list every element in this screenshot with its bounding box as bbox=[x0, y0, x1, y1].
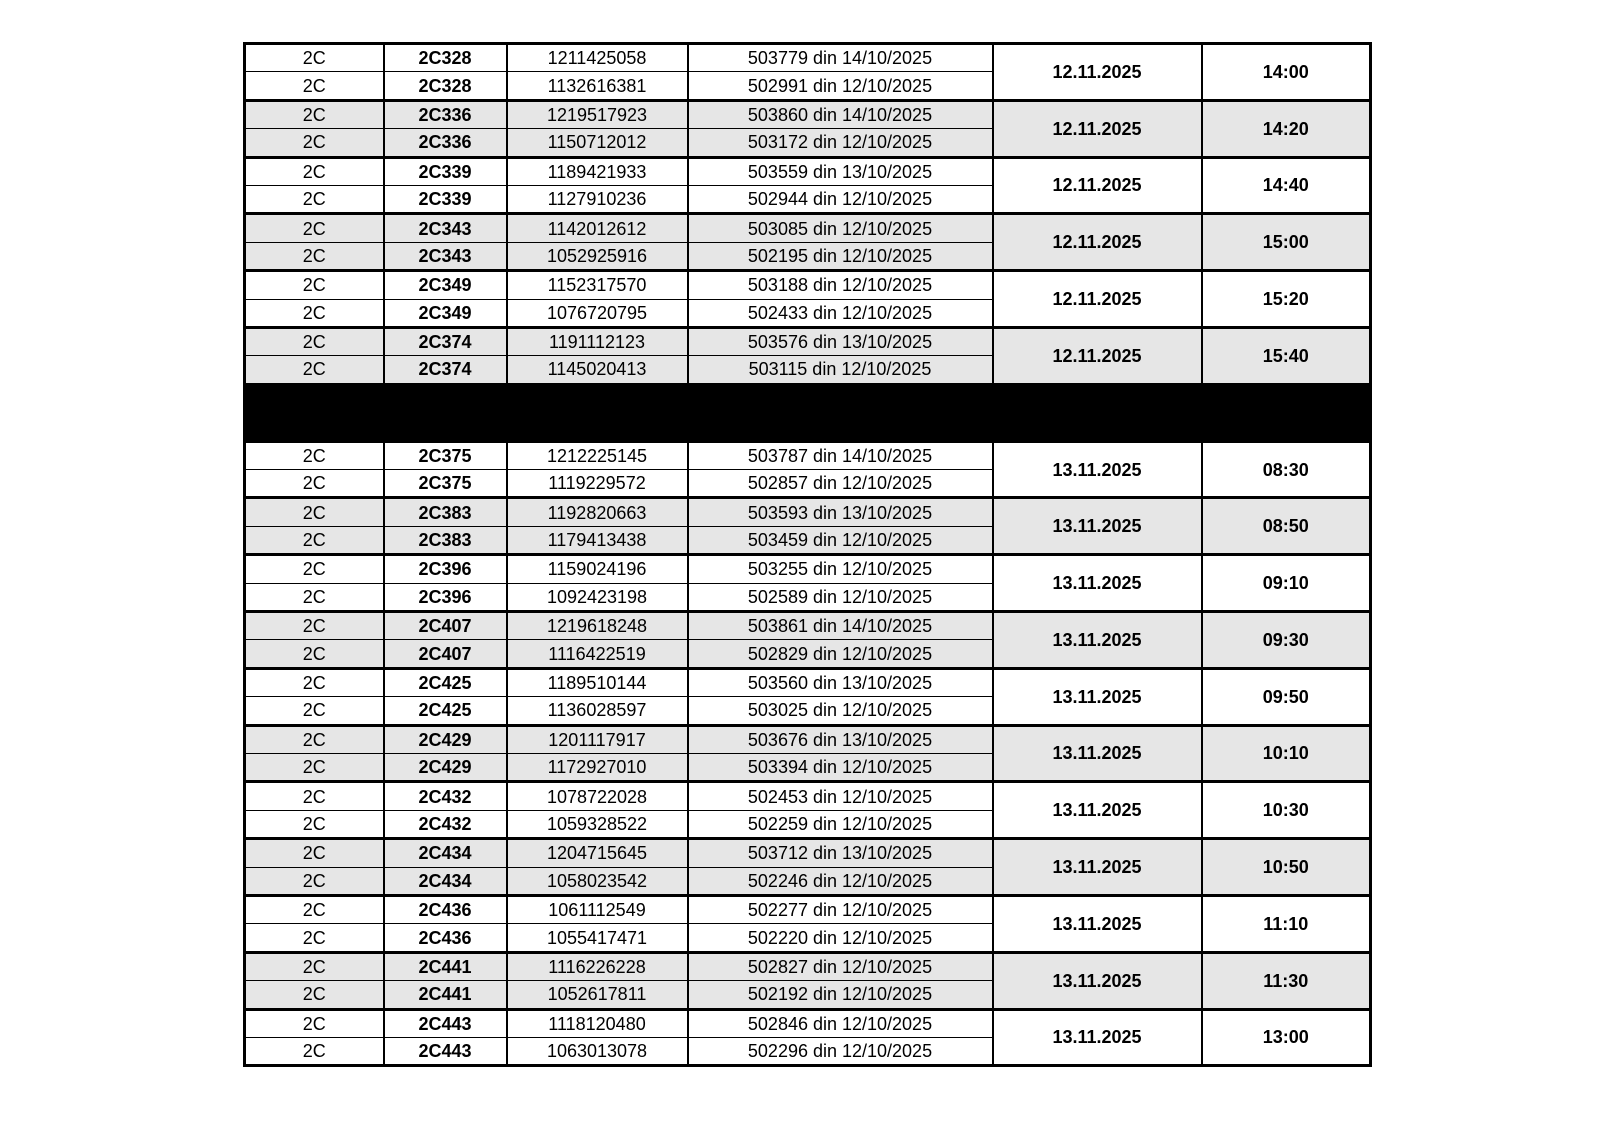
id-number-cell: 1058023542 bbox=[507, 867, 688, 895]
registration-ref-cell: 502220 din 12/10/2025 bbox=[688, 924, 993, 952]
table-row bbox=[245, 44, 1371, 72]
code-cell: 2C429 bbox=[384, 753, 507, 781]
id-number-cell: 1052925916 bbox=[507, 242, 688, 270]
table-row bbox=[245, 441, 1371, 469]
time-cell: 10:10 bbox=[1202, 725, 1371, 782]
schedule-body bbox=[245, 44, 1371, 1066]
code-cell: 2C396 bbox=[384, 555, 507, 583]
registration-ref-cell: 502827 din 12/10/2025 bbox=[688, 952, 993, 980]
registration-ref-cell: 503172 din 12/10/2025 bbox=[688, 129, 993, 157]
registration-ref-cell: 502589 din 12/10/2025 bbox=[688, 583, 993, 611]
date-cell: 13.11.2025 bbox=[993, 1009, 1202, 1066]
code-cell: 2C436 bbox=[384, 895, 507, 923]
code-cell: 2C383 bbox=[384, 498, 507, 526]
code-cell: 2C375 bbox=[384, 441, 507, 469]
table-row bbox=[245, 214, 1371, 242]
registration-ref-cell: 503394 din 12/10/2025 bbox=[688, 753, 993, 781]
registration-ref-cell: 502944 din 12/10/2025 bbox=[688, 185, 993, 213]
code-cell: 2C349 bbox=[384, 271, 507, 299]
date-cell: 13.11.2025 bbox=[993, 612, 1202, 669]
date-cell: 12.11.2025 bbox=[993, 214, 1202, 271]
table-row bbox=[245, 782, 1371, 810]
date-cell: 12.11.2025 bbox=[993, 271, 1202, 328]
table-row bbox=[245, 612, 1371, 640]
class-cell: 2C bbox=[245, 470, 384, 498]
registration-ref-cell: 502991 din 12/10/2025 bbox=[688, 72, 993, 100]
id-number-cell: 1172927010 bbox=[507, 753, 688, 781]
registration-ref-cell: 502246 din 12/10/2025 bbox=[688, 867, 993, 895]
class-cell: 2C bbox=[245, 100, 384, 128]
table-row bbox=[245, 498, 1371, 526]
id-number-cell: 1201117917 bbox=[507, 725, 688, 753]
id-number-cell: 1119229572 bbox=[507, 470, 688, 498]
registration-ref-cell: 503085 din 12/10/2025 bbox=[688, 214, 993, 242]
registration-ref-cell: 503025 din 12/10/2025 bbox=[688, 697, 993, 725]
table-row bbox=[245, 952, 1371, 980]
registration-ref-cell: 503787 din 14/10/2025 bbox=[688, 441, 993, 469]
class-cell: 2C bbox=[245, 952, 384, 980]
id-number-cell: 1078722028 bbox=[507, 782, 688, 810]
id-number-cell: 1136028597 bbox=[507, 697, 688, 725]
code-cell: 2C328 bbox=[384, 44, 507, 72]
schedule-table bbox=[243, 42, 1372, 1067]
registration-ref-cell: 502192 din 12/10/2025 bbox=[688, 981, 993, 1009]
code-cell: 2C432 bbox=[384, 782, 507, 810]
table-row bbox=[245, 327, 1371, 355]
time-cell: 09:50 bbox=[1202, 668, 1371, 725]
class-cell: 2C bbox=[245, 753, 384, 781]
date-cell: 13.11.2025 bbox=[993, 839, 1202, 896]
id-number-cell: 1219618248 bbox=[507, 612, 688, 640]
class-cell: 2C bbox=[245, 44, 384, 72]
class-cell: 2C bbox=[245, 810, 384, 838]
id-number-cell: 1061112549 bbox=[507, 895, 688, 923]
registration-ref-cell: 503779 din 14/10/2025 bbox=[688, 44, 993, 72]
id-number-cell: 1189421933 bbox=[507, 157, 688, 185]
date-cell: 13.11.2025 bbox=[993, 952, 1202, 1009]
class-cell: 2C bbox=[245, 327, 384, 355]
id-number-cell: 1092423198 bbox=[507, 583, 688, 611]
class-cell: 2C bbox=[245, 981, 384, 1009]
class-cell: 2C bbox=[245, 924, 384, 952]
code-cell: 2C432 bbox=[384, 810, 507, 838]
id-number-cell: 1127910236 bbox=[507, 185, 688, 213]
time-cell: 13:00 bbox=[1202, 1009, 1371, 1066]
time-cell: 11:10 bbox=[1202, 895, 1371, 952]
id-number-cell: 1052617811 bbox=[507, 981, 688, 1009]
code-cell: 2C429 bbox=[384, 725, 507, 753]
id-number-cell: 1118120480 bbox=[507, 1009, 688, 1037]
id-number-cell: 1179413438 bbox=[507, 526, 688, 554]
code-cell: 2C443 bbox=[384, 1037, 507, 1065]
table-row bbox=[245, 100, 1371, 128]
code-cell: 2C336 bbox=[384, 129, 507, 157]
date-cell: 13.11.2025 bbox=[993, 555, 1202, 612]
registration-ref-cell: 503115 din 12/10/2025 bbox=[688, 356, 993, 384]
date-cell: 13.11.2025 bbox=[993, 895, 1202, 952]
date-cell: 13.11.2025 bbox=[993, 782, 1202, 839]
code-cell: 2C349 bbox=[384, 299, 507, 327]
class-cell: 2C bbox=[245, 214, 384, 242]
schedule-sheet bbox=[243, 42, 1369, 1067]
code-cell: 2C425 bbox=[384, 668, 507, 696]
id-number-cell: 1059328522 bbox=[507, 810, 688, 838]
table-row bbox=[245, 271, 1371, 299]
class-cell: 2C bbox=[245, 157, 384, 185]
id-number-cell: 1116422519 bbox=[507, 640, 688, 668]
code-cell: 2C441 bbox=[384, 952, 507, 980]
day-separator-bar bbox=[245, 384, 1371, 441]
registration-ref-cell: 503860 din 14/10/2025 bbox=[688, 100, 993, 128]
date-cell: 12.11.2025 bbox=[993, 44, 1202, 101]
code-cell: 2C434 bbox=[384, 867, 507, 895]
id-number-cell: 1212225145 bbox=[507, 441, 688, 469]
id-number-cell: 1076720795 bbox=[507, 299, 688, 327]
date-cell: 12.11.2025 bbox=[993, 157, 1202, 214]
time-cell: 09:10 bbox=[1202, 555, 1371, 612]
id-number-cell: 1189510144 bbox=[507, 668, 688, 696]
class-cell: 2C bbox=[245, 72, 384, 100]
time-cell: 10:30 bbox=[1202, 782, 1371, 839]
class-cell: 2C bbox=[245, 697, 384, 725]
date-cell: 13.11.2025 bbox=[993, 725, 1202, 782]
code-cell: 2C328 bbox=[384, 72, 507, 100]
class-cell: 2C bbox=[245, 299, 384, 327]
registration-ref-cell: 502829 din 12/10/2025 bbox=[688, 640, 993, 668]
id-number-cell: 1159024196 bbox=[507, 555, 688, 583]
id-number-cell: 1055417471 bbox=[507, 924, 688, 952]
time-cell: 09:30 bbox=[1202, 612, 1371, 669]
class-cell: 2C bbox=[245, 1037, 384, 1065]
registration-ref-cell: 502296 din 12/10/2025 bbox=[688, 1037, 993, 1065]
id-number-cell: 1145020413 bbox=[507, 356, 688, 384]
registration-ref-cell: 503861 din 14/10/2025 bbox=[688, 612, 993, 640]
id-number-cell: 1132616381 bbox=[507, 72, 688, 100]
class-cell: 2C bbox=[245, 555, 384, 583]
registration-ref-cell: 502259 din 12/10/2025 bbox=[688, 810, 993, 838]
code-cell: 2C343 bbox=[384, 214, 507, 242]
code-cell: 2C434 bbox=[384, 839, 507, 867]
table-row bbox=[245, 725, 1371, 753]
registration-ref-cell: 503712 din 13/10/2025 bbox=[688, 839, 993, 867]
class-cell: 2C bbox=[245, 725, 384, 753]
table-row bbox=[245, 668, 1371, 696]
registration-ref-cell: 503188 din 12/10/2025 bbox=[688, 271, 993, 299]
code-cell: 2C436 bbox=[384, 924, 507, 952]
id-number-cell: 1142012612 bbox=[507, 214, 688, 242]
separator-fill bbox=[245, 384, 1371, 441]
code-cell: 2C339 bbox=[384, 185, 507, 213]
date-cell: 12.11.2025 bbox=[993, 100, 1202, 157]
id-number-cell: 1219517923 bbox=[507, 100, 688, 128]
table-row bbox=[245, 839, 1371, 867]
class-cell: 2C bbox=[245, 867, 384, 895]
registration-ref-cell: 503593 din 13/10/2025 bbox=[688, 498, 993, 526]
registration-ref-cell: 502195 din 12/10/2025 bbox=[688, 242, 993, 270]
registration-ref-cell: 503576 din 13/10/2025 bbox=[688, 327, 993, 355]
time-cell: 15:00 bbox=[1202, 214, 1371, 271]
registration-ref-cell: 503255 din 12/10/2025 bbox=[688, 555, 993, 583]
class-cell: 2C bbox=[245, 782, 384, 810]
class-cell: 2C bbox=[245, 1009, 384, 1037]
registration-ref-cell: 502846 din 12/10/2025 bbox=[688, 1009, 993, 1037]
time-cell: 14:20 bbox=[1202, 100, 1371, 157]
code-cell: 2C374 bbox=[384, 356, 507, 384]
time-cell: 15:40 bbox=[1202, 327, 1371, 384]
code-cell: 2C374 bbox=[384, 327, 507, 355]
code-cell: 2C396 bbox=[384, 583, 507, 611]
time-cell: 11:30 bbox=[1202, 952, 1371, 1009]
class-cell: 2C bbox=[245, 895, 384, 923]
registration-ref-cell: 503560 din 13/10/2025 bbox=[688, 668, 993, 696]
class-cell: 2C bbox=[245, 271, 384, 299]
class-cell: 2C bbox=[245, 242, 384, 270]
code-cell: 2C336 bbox=[384, 100, 507, 128]
time-cell: 08:30 bbox=[1202, 441, 1371, 498]
class-cell: 2C bbox=[245, 583, 384, 611]
class-cell: 2C bbox=[245, 526, 384, 554]
date-cell: 13.11.2025 bbox=[993, 668, 1202, 725]
registration-ref-cell: 503676 din 13/10/2025 bbox=[688, 725, 993, 753]
id-number-cell: 1063013078 bbox=[507, 1037, 688, 1065]
class-cell: 2C bbox=[245, 185, 384, 213]
table-row bbox=[245, 157, 1371, 185]
id-number-cell: 1150712012 bbox=[507, 129, 688, 157]
class-cell: 2C bbox=[245, 839, 384, 867]
class-cell: 2C bbox=[245, 129, 384, 157]
code-cell: 2C407 bbox=[384, 612, 507, 640]
date-cell: 13.11.2025 bbox=[993, 441, 1202, 498]
code-cell: 2C343 bbox=[384, 242, 507, 270]
class-cell: 2C bbox=[245, 612, 384, 640]
registration-ref-cell: 503459 din 12/10/2025 bbox=[688, 526, 993, 554]
class-cell: 2C bbox=[245, 668, 384, 696]
class-cell: 2C bbox=[245, 441, 384, 469]
registration-ref-cell: 503559 din 13/10/2025 bbox=[688, 157, 993, 185]
id-number-cell: 1211425058 bbox=[507, 44, 688, 72]
table-row bbox=[245, 895, 1371, 923]
time-cell: 15:20 bbox=[1202, 271, 1371, 328]
time-cell: 10:50 bbox=[1202, 839, 1371, 896]
code-cell: 2C407 bbox=[384, 640, 507, 668]
code-cell: 2C383 bbox=[384, 526, 507, 554]
date-cell: 12.11.2025 bbox=[993, 327, 1202, 384]
table-row bbox=[245, 555, 1371, 583]
time-cell: 08:50 bbox=[1202, 498, 1371, 555]
id-number-cell: 1152317570 bbox=[507, 271, 688, 299]
id-number-cell: 1116226228 bbox=[507, 952, 688, 980]
code-cell: 2C443 bbox=[384, 1009, 507, 1037]
time-cell: 14:00 bbox=[1202, 44, 1371, 101]
registration-ref-cell: 502453 din 12/10/2025 bbox=[688, 782, 993, 810]
class-cell: 2C bbox=[245, 356, 384, 384]
code-cell: 2C339 bbox=[384, 157, 507, 185]
registration-ref-cell: 502277 din 12/10/2025 bbox=[688, 895, 993, 923]
class-cell: 2C bbox=[245, 640, 384, 668]
time-cell: 14:40 bbox=[1202, 157, 1371, 214]
code-cell: 2C425 bbox=[384, 697, 507, 725]
registration-ref-cell: 502857 din 12/10/2025 bbox=[688, 470, 993, 498]
date-cell: 13.11.2025 bbox=[993, 498, 1202, 555]
table-row bbox=[245, 1009, 1371, 1037]
id-number-cell: 1191112123 bbox=[507, 327, 688, 355]
code-cell: 2C441 bbox=[384, 981, 507, 1009]
id-number-cell: 1204715645 bbox=[507, 839, 688, 867]
registration-ref-cell: 502433 din 12/10/2025 bbox=[688, 299, 993, 327]
code-cell: 2C375 bbox=[384, 470, 507, 498]
id-number-cell: 1192820663 bbox=[507, 498, 688, 526]
class-cell: 2C bbox=[245, 498, 384, 526]
